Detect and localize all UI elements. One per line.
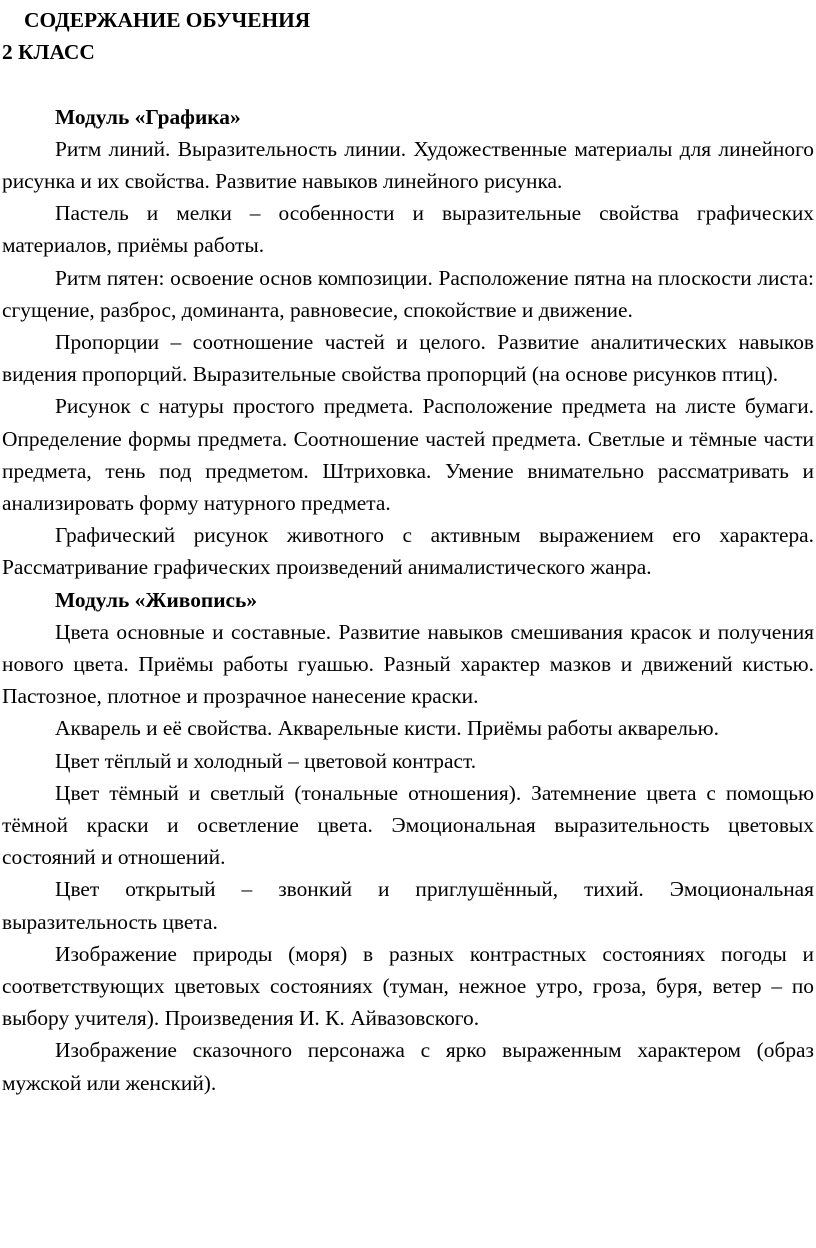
document-title: СОДЕРЖАНИЕ ОБУЧЕНИЯ	[24, 8, 311, 32]
paragraph: Пропорции – соотношение частей и целого. Развитие аналитических навыков видения пропорций. Выразительные свойства пропорций (на основе рисунков птиц).	[2, 330, 814, 387]
paragraph: Цвет тёплый и холодный – цветовой контраст.	[55, 748, 477, 773]
module-title: Модуль «Графика»	[55, 104, 241, 129]
module-title: Модуль «Живопись»	[55, 587, 258, 612]
paragraph: Цвет тёмный и светлый (тональные отношения). Затемнение цвета с помощью тёмной краски и осветление цвета. Эмоциональная выразительность цветовых состояний и отношений.	[2, 780, 814, 870]
blank-line	[2, 68, 814, 100]
paragraph: Рисунок с натуры простого предмета. Расположение предмета на листе бумаги. Определение формы предмета. Соотношение частей предмета. Светлые и тёмные части предмета, тень под предметом. Штриховка. Умение внимательно рассматривать и анализировать форму натурного предмета.	[2, 394, 814, 516]
module-graphics	[2, 101, 814, 584]
paragraph: Графический рисунок животного с активным выражением его характера. Рассматривание графических произведений анималистического жанра.	[2, 523, 814, 580]
paragraph: Изображение природы (моря) в разных контрастных состояниях погоды и соответствующих цветовых состояниях (туман, нежное утро, гроза, буря, ветер – по выбору учителя). Произведения И. К. Айвазовского.	[2, 941, 814, 1031]
paragraph: Ритм линий. Выразительность линии. Художественные материалы для линейного рисунка и их свойства. Развитие навыков линейного рисунка.	[2, 136, 814, 193]
paragraph: Ритм пятен: освоение основ композиции. Расположение пятна на плоскости листа: сгущение, разброс, доминанта, равновесие, спокойствие и движение.	[2, 265, 814, 322]
paragraph: Акварель и её свойства. Акварельные кисти. Приёмы работы акварелью.	[55, 716, 719, 741]
paragraph: Пастель и мелки – особенности и выразительные свойства графических материалов, приёмы работы.	[2, 201, 814, 258]
paragraph: Цвет открытый – звонкий и приглушённый, тихий. Эмоциональная выразительность цвета.	[2, 877, 814, 934]
module-painting	[2, 584, 814, 1099]
grade-heading: 2 КЛАСС	[2, 40, 95, 65]
paragraph: Цвета основные и составные. Развитие навыков смешивания красок и получения нового цвета. Приёмы работы гуашью. Разный характер мазков и движений кистью. Пастозное, плотное и прозрачное нанесение краски.	[2, 619, 814, 709]
paragraph: Изображение сказочного персонажа с ярко выраженным характером (образ мужской или женский).	[2, 1038, 814, 1095]
